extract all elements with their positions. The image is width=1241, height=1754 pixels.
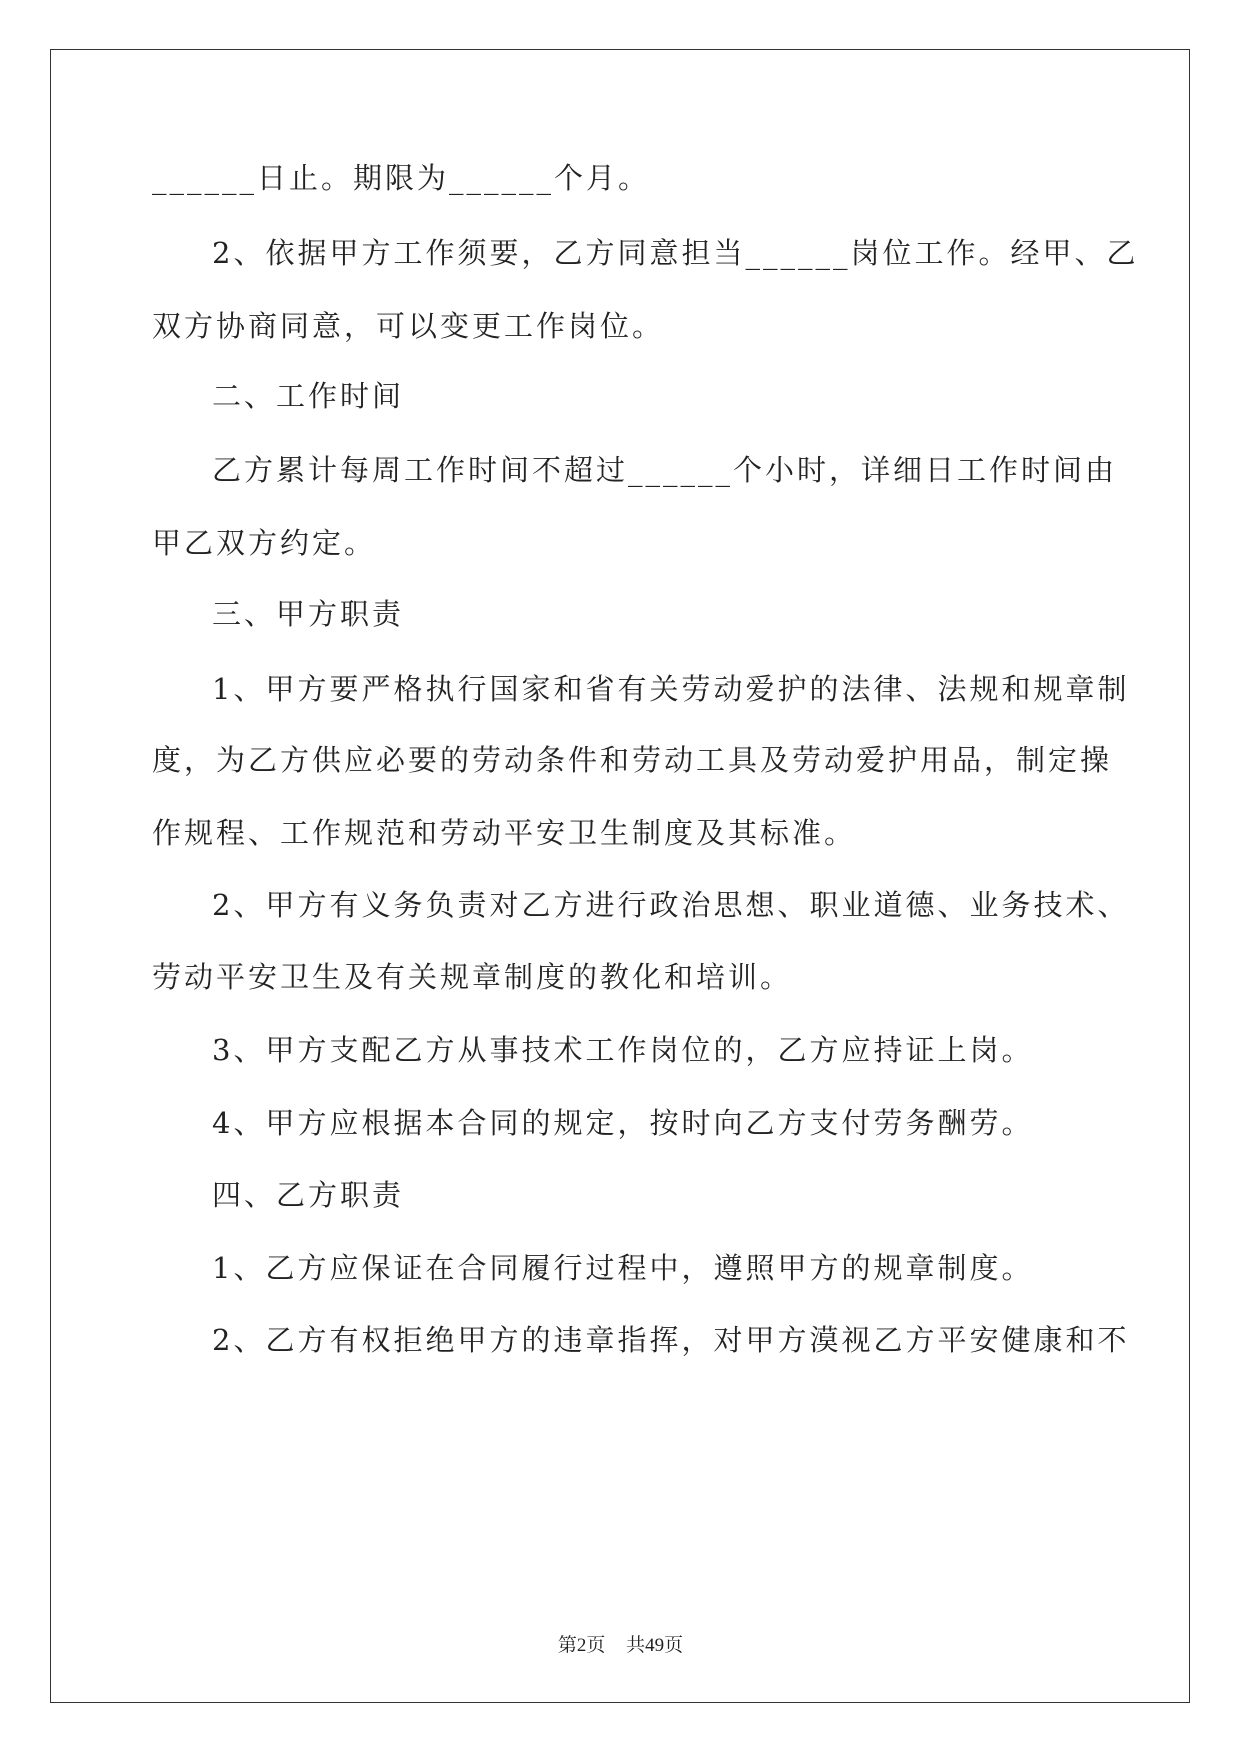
text-line: 劳动平安卫生及有关规章制度的教化和培训。	[152, 960, 793, 994]
page-total: 共49页	[626, 1635, 684, 1656]
section-heading: 二、工作时间	[212, 379, 405, 413]
page-footer	[0, 1630, 1241, 1657]
text-line: 2、乙方有权拒绝甲方的违章指挥，对甲方漠视乙方平安健康和不	[212, 1323, 1130, 1357]
text-line: 2、依据甲方工作须要，乙方同意担当______岗位工作。经甲、乙	[212, 236, 1139, 270]
page-border	[50, 49, 1190, 1703]
text-line: 甲乙双方约定。	[152, 526, 377, 560]
text-line: ______日止。期限为______个月。	[152, 161, 651, 195]
text-line: 乙方累计每周工作时间不超过______个小时，详细日工作时间由	[212, 453, 1118, 487]
section-heading: 四、乙方职责	[212, 1178, 405, 1212]
text-line: 度，为乙方供应必要的劳动条件和劳动工具及劳动爱护用品，制定操	[152, 743, 1113, 777]
section-heading: 三、甲方职责	[212, 597, 405, 631]
text-line: 3、甲方支配乙方从事技术工作岗位的，乙方应持证上岗。	[212, 1033, 1034, 1067]
text-line: 4、甲方应根据本合同的规定，按时向乙方支付劳务酬劳。	[212, 1106, 1034, 1140]
text-line: 作规程、工作规范和劳动平安卫生制度及其标准。	[152, 816, 857, 850]
text-line: 双方协商同意，可以变更工作岗位。	[152, 309, 665, 343]
text-line: 2、甲方有义务负责对乙方进行政治思想、职业道德、业务技术、	[212, 888, 1130, 922]
page-number: 第2页	[557, 1635, 606, 1656]
text-line: 1、甲方要严格执行国家和省有关劳动爱护的法律、法规和规章制	[212, 672, 1130, 706]
text-line: 1、乙方应保证在合同履行过程中，遵照甲方的规章制度。	[212, 1251, 1034, 1285]
